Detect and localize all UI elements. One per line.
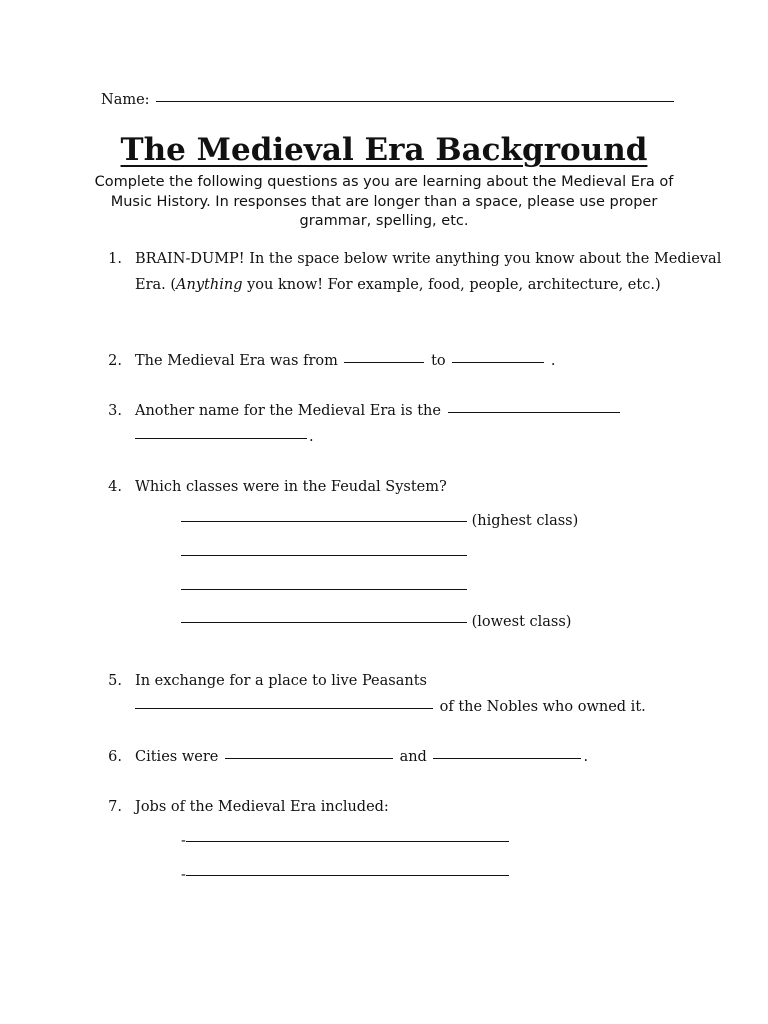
feudal-class-1-blank[interactable] [181, 520, 467, 522]
question-6 [135, 748, 588, 767]
lowest-class-label: (lowest class) [471, 614, 572, 630]
question-2-end-blank[interactable] [452, 361, 544, 363]
question-1-number: 1. [108, 251, 122, 267]
highest-class-label: (highest class) [471, 513, 579, 529]
job-bullet-2: - [181, 867, 186, 883]
question-1-line1: BRAIN-DUMP! In the space below write anything you know about the Medieval [135, 251, 722, 267]
question-3-line1 [135, 402, 622, 421]
feudal-class-4-blank[interactable] [181, 621, 467, 623]
question-6-before: Cities were [135, 749, 219, 765]
feudal-class-2 [181, 546, 467, 565]
question-2-start-blank[interactable] [344, 361, 424, 363]
question-7-number: 7. [108, 799, 122, 815]
question-3-line2 [135, 428, 314, 447]
job-item-2 [181, 866, 509, 885]
question-6-blank-1[interactable] [225, 757, 393, 759]
question-4-number: 4. [108, 479, 122, 495]
question-5-after: of the Nobles who owned it. [439, 699, 646, 715]
question-5-line2 [135, 698, 646, 717]
page-title: The Medieval Era Background [120, 132, 648, 168]
job-bullet-1: - [181, 833, 186, 849]
name-label: Name: [101, 92, 150, 108]
name-blank[interactable] [156, 100, 674, 102]
question-7-text: Jobs of the Medieval Era included: [135, 799, 389, 815]
question-2-middle: to [431, 353, 446, 369]
feudal-class-2-blank[interactable] [181, 554, 467, 556]
question-6-after: . [583, 749, 589, 765]
name-row [101, 91, 676, 110]
question-4-text: Which classes were in the Feudal System? [135, 479, 447, 495]
question-2-number: 2. [108, 353, 122, 369]
question-6-blank-2[interactable] [433, 757, 581, 759]
job-blank-1[interactable] [186, 840, 509, 842]
question-2-after: . [550, 353, 556, 369]
question-6-middle: and [399, 749, 427, 765]
question-3-after: . [309, 429, 314, 445]
question-1-line2-prefix: Era. ( [135, 277, 177, 293]
job-item-1 [181, 832, 509, 851]
feudal-class-3 [181, 580, 467, 599]
job-blank-2[interactable] [186, 874, 509, 876]
question-5-blank[interactable] [135, 707, 433, 709]
instructions: Complete the following questions as you are learning about the Medieval Era of Music History. In responses that are longer than a space, please use proper grammar, spelling, etc. [94, 174, 674, 229]
question-3-blank-2[interactable] [135, 437, 307, 439]
question-5-number: 5. [108, 673, 122, 689]
feudal-class-3-blank[interactable] [181, 588, 467, 590]
question-2-before: The Medieval Era was from [135, 353, 338, 369]
feudal-class-4 [181, 613, 571, 632]
question-1-line2-suffix: you know! For example, food, people, architecture, etc.) [242, 277, 661, 293]
question-6-number: 6. [108, 749, 122, 765]
question-3-number: 3. [108, 403, 122, 419]
question-1-line2 [135, 276, 661, 295]
question-1-emphasis: Anything [176, 277, 243, 293]
question-3-before: Another name for the Medieval Era is the [135, 403, 441, 419]
question-3-blank-1[interactable] [448, 411, 620, 413]
question-5-line1: In exchange for a place to live Peasants [135, 673, 427, 689]
question-2 [135, 352, 555, 371]
feudal-class-1 [181, 512, 578, 531]
